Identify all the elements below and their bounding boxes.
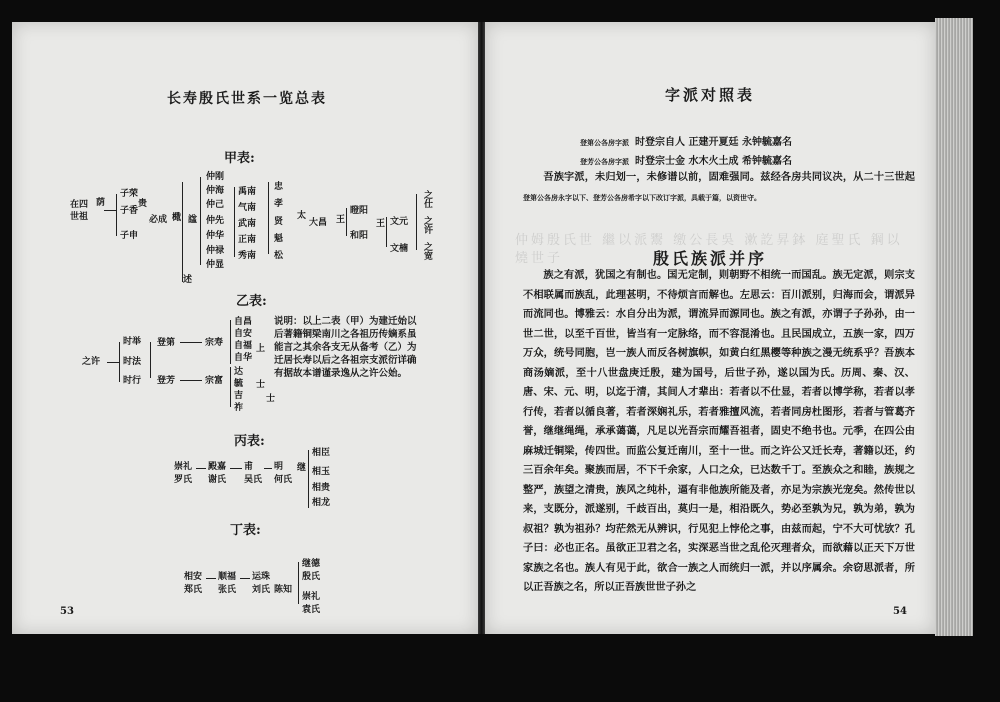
bing-p1: 崇礼 xyxy=(174,462,193,472)
ding-p2: 张氏 xyxy=(218,585,237,595)
jia-gen3: 魁 xyxy=(274,234,284,244)
yi-e: 上 xyxy=(256,344,266,354)
jia-yan: 檝 xyxy=(170,212,180,221)
jia-gen2: 气南 xyxy=(238,203,257,213)
jia-gen2: 禹南 xyxy=(238,187,257,197)
zipai-row-2 xyxy=(580,152,792,167)
jia-gen: 仲先 xyxy=(206,216,225,226)
jia-dishi: 諡 xyxy=(186,214,196,223)
bing-line xyxy=(264,468,272,469)
yi-b: 登第 xyxy=(157,338,176,348)
jia-line xyxy=(346,208,347,236)
ding-p1: 相安 xyxy=(184,572,203,582)
jia-kid: 子申 xyxy=(120,231,139,241)
jia-bicheng: 必成 xyxy=(149,215,168,225)
genealogy-table-title: 长寿殷氏世系一览总表 xyxy=(167,91,327,107)
bing-p3: 甫 xyxy=(244,462,254,472)
ding-p3: 运珠 xyxy=(252,572,271,582)
yi-d: 祚 xyxy=(234,403,244,413)
jia-zhi: 之宽 xyxy=(422,242,432,260)
jia-gen2: 武南 xyxy=(238,219,257,229)
ding-line xyxy=(206,578,216,579)
yi-d: 吉 xyxy=(234,391,244,401)
bing-p4: 何氏 xyxy=(274,475,293,485)
left-page xyxy=(12,22,478,634)
yi-line xyxy=(150,342,151,378)
right-page xyxy=(485,22,935,634)
bing-ch: 相贵 xyxy=(312,483,331,493)
yi-line xyxy=(107,362,119,363)
bing-ch: 相龙 xyxy=(312,498,331,508)
yi-d: 自安 xyxy=(234,329,253,339)
jia-root2: 荫 xyxy=(94,197,104,206)
jia-line xyxy=(234,187,235,257)
ding-p3: 刘氏 xyxy=(252,585,271,595)
jia-chang: 大昌 xyxy=(309,218,328,228)
jia-lu: 和阳 xyxy=(350,231,369,241)
yi-line xyxy=(230,320,231,364)
jia-zhi: 之仕 xyxy=(422,190,432,208)
book-spine xyxy=(478,22,485,634)
yi-line xyxy=(230,367,231,407)
bleed-through-text: 仲姆殷氏世 繼以派鬻 缴公長吳 漱訖昇鉢 庭聖氏 鋼以 燒世子 xyxy=(515,233,903,266)
jia-gen: 仲己 xyxy=(206,200,225,210)
ding-line xyxy=(298,562,299,604)
jia-gen: 仲刚 xyxy=(206,172,225,182)
jia-xian: 贵 xyxy=(136,198,146,207)
yi-d: 达 xyxy=(234,367,244,377)
bing-ch: 相玉 xyxy=(312,467,331,477)
yi-start: 之许 xyxy=(82,357,101,367)
zipai-paragraph-text: 吾族字派，未归划一，未修谱以前，固难强同。兹经各房共同议决，从二十三世起 xyxy=(543,171,915,183)
yi-e: 士 xyxy=(256,380,266,390)
yi-a: 时法 xyxy=(123,357,142,367)
ding-p1: 郑氏 xyxy=(184,585,203,595)
jia-gen: 仲海 xyxy=(206,186,225,196)
jia-gen3: 孝 xyxy=(274,199,284,209)
jia-line xyxy=(104,210,116,211)
jia-dao: 述 xyxy=(183,275,193,285)
jia-gen: 仲华 xyxy=(206,231,225,241)
jia-shi: 王 xyxy=(334,214,344,223)
zipai-row-1 xyxy=(580,133,792,148)
bing-line xyxy=(230,468,242,469)
preface-text: 族之有派，犹国之有制也。国无定制，则朝野不相统一而国乱。族无定派，则宗支不相联属而族乱，此理甚明，不待烦言而解也。左思云：百川派别，归海而会，谓派异而流同也。博雅云：水自分出为派，谓流异而源同也。族之有派，亦谓子子孙孙，由一世二世，以至千百世，皆当有一定脉络，而不容混淆也。且民国成立，五族一家，四万万众，统号同胞，岂一族人而反各树旗帜，如黄白红黑樱等种族之漫无统系乎？吾族本商汤嫡派，至十八世盘庚迁殷，建为国号，后世子孙，遂以国为氏。历周、秦、汉、唐、宋、元、明，以迄于清，其间人才辈出：若者以不仕显，若者以博学称，若者以孝行传，若者以循良著，若者深娴礼乐，若者雅擅风流，若者同房杜图形，若者与管葛齐誉，继继绳绳，承承蔼蔼，凡足以光吾宗而耀吾祖者，固史不绝书也。元季，在四公由麻城迁铜梁，传四世。而监公复迁南川，至十一世。而之许公又迁长寿，著籍以还，约三百余年矣。聚族而居，不下千余家，人口之众，已达数千丁。至族众之和睦，族规之整严，族望之清贵，族风之纯朴，逼有非他族所能及者，亦足为宗族光宠矣。然传世以来，支既分，派遂别，千歧百出，莫归一是，相沿既久，势必至孰为兄，孰为弟，孰为叔祖？孰为祖孙？均茫然无从辨识，行见犯上悖伦之事，由兹而起，宁不大可忧欤？孔子曰：必也正名。虽欲正卫君之名，实深恶当世之乱伦灭理者众，而欲藉以正天下万世家族之名也。族人有见于此，欲合一族之人而统归一派，并以序属余。余窃思派者，所以正吾族之名，所以正吾族世世子孙之 xyxy=(523,269,915,593)
bing-ch: 相臣 xyxy=(312,448,331,458)
jia-wen: 文元 xyxy=(390,217,409,227)
jia-root-2: 世祖 xyxy=(70,212,89,222)
jia-gen: 仲显 xyxy=(206,260,225,270)
zipai-paragraph xyxy=(523,168,915,207)
jia-lu: 瞪阳 xyxy=(350,206,369,216)
yi-line xyxy=(180,380,202,381)
bing-p4: 明 xyxy=(274,462,284,472)
jia-gen2: 正南 xyxy=(238,235,257,245)
table-yi-label: 乙表: xyxy=(236,294,267,309)
ding-ch: 袁氏 xyxy=(302,605,321,615)
ding-p2: 顺福 xyxy=(218,572,237,582)
jia-zhi: 之许 xyxy=(422,216,432,234)
yi-line xyxy=(180,342,202,343)
bing-p2: 殿嘉 xyxy=(208,462,227,472)
yi-c: 宗富 xyxy=(205,376,224,386)
yi-b: 登芳 xyxy=(157,376,176,386)
ding-line xyxy=(240,578,250,579)
jia-line xyxy=(200,177,201,265)
jia-kid: 子荣 xyxy=(120,189,139,199)
jia-line xyxy=(116,194,117,236)
yi-line xyxy=(119,342,120,382)
jia-gen2: 秀南 xyxy=(238,251,257,261)
jia-gen3: 忠 xyxy=(274,182,284,192)
yi-c: 宗寿 xyxy=(205,338,224,348)
yi-a: 时行 xyxy=(123,376,142,386)
jia-line xyxy=(416,194,417,250)
yi-d: 自昌 xyxy=(234,317,253,327)
jia-gen3: 贤 xyxy=(274,217,284,227)
table-jia-label: 甲表: xyxy=(224,151,255,166)
ding-ch: 崇礼 xyxy=(302,592,321,602)
jia-line xyxy=(268,182,269,254)
yi-d: 自华 xyxy=(234,353,253,363)
jia-gen: 仲禄 xyxy=(206,246,225,256)
jia-root: 在四 xyxy=(70,200,89,210)
zipai-row-1-label: 登第公各房字派 xyxy=(580,138,629,147)
jia-kid: 子香 xyxy=(120,206,139,216)
zipai-paragraph-note: 登第公各房永字以下、登芳公各房希字以下改订字派，具载于篇，以资世守。 xyxy=(523,192,761,202)
jia-gen3: 松 xyxy=(274,251,284,261)
yi-e: 士 xyxy=(266,394,276,404)
zipai-row-2-label: 登芳公各房字派 xyxy=(580,157,629,166)
yi-note: 说明：以上二表（甲）为建迁始以后著籍铜梁南川之各祖历传嫡系虽能言之其余各支无从备考（乙）为迁居长寿以后之各祖宗支派衍详确有据故本谱谨录逸从之许公始。 xyxy=(274,316,417,379)
jia-taiping: 太 xyxy=(295,210,305,219)
zipai-row-1-text: 时登宗自人 正建开夏廷 永钟毓嘉名 xyxy=(635,137,792,148)
bing-line xyxy=(196,468,206,469)
table-ding-label: 丁表: xyxy=(230,523,261,538)
jia-line xyxy=(386,217,387,247)
bing-p3: 吴氏 xyxy=(244,475,263,485)
bing-p2: 谢氏 xyxy=(208,475,227,485)
jia-wang: 王 xyxy=(374,218,384,227)
section-title: 殷氏族派并序 xyxy=(652,249,767,268)
table-bing-label: 丙表: xyxy=(234,434,265,449)
bing-line xyxy=(308,450,309,508)
yi-d: 毓 xyxy=(234,379,244,389)
zipai-title: 字派对照表 xyxy=(664,86,755,104)
bing-p1: 罗氏 xyxy=(174,475,193,485)
book-page-edges xyxy=(935,18,973,636)
page-number-right: 54 xyxy=(893,606,907,617)
ding-ch: 继德 xyxy=(302,559,321,569)
jia-wen: 文楠 xyxy=(390,244,409,254)
page-number-left: 53 xyxy=(60,606,74,617)
yi-a: 时举 xyxy=(123,337,142,347)
ding-p4: 陈知 xyxy=(274,585,293,595)
jia-line xyxy=(182,182,183,282)
ding-ch: 殷氏 xyxy=(302,572,321,582)
zipai-row-2-text: 时登宗士金 水木火土成 希钟毓嘉名 xyxy=(635,156,792,167)
yi-d: 自福 xyxy=(234,341,253,351)
bing-p5: 继 xyxy=(295,462,305,471)
